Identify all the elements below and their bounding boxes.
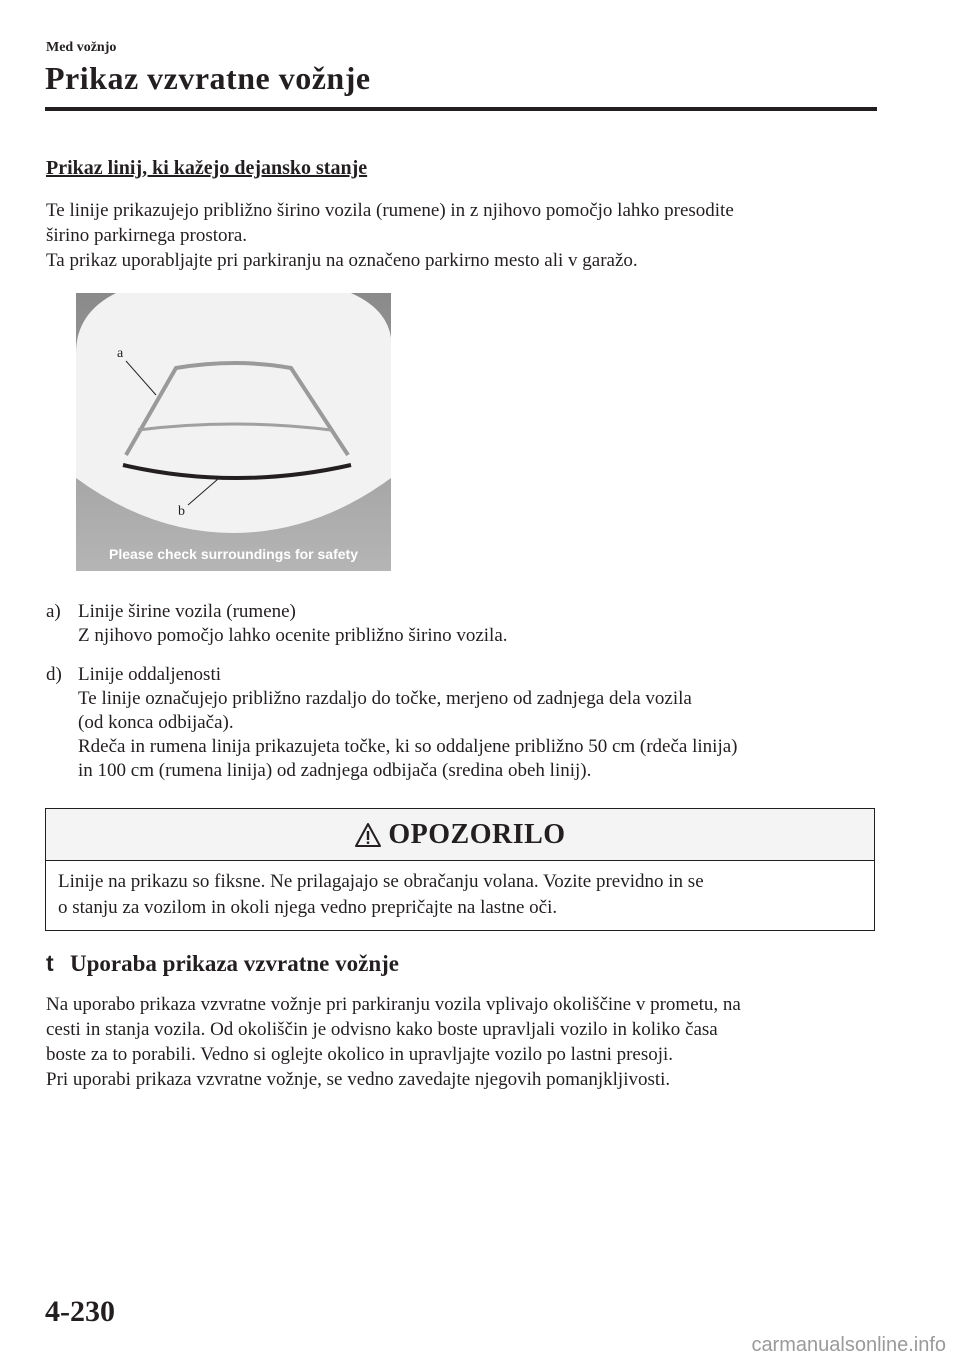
usage-heading-text: Uporaba prikaza vzvratne vožnje xyxy=(70,951,399,976)
warning-box xyxy=(45,808,875,931)
legend-item-a xyxy=(46,600,886,650)
legend-line: in 100 cm (rumena linija) od zadnjega odbijača (sredina obeh linij). xyxy=(78,760,592,781)
usage-heading xyxy=(46,950,399,977)
legend-line: Linije širine vozila (rumene) xyxy=(78,601,296,622)
page-title: Prikaz vzvratne vožnje xyxy=(45,60,371,96)
rear-view-camera-figure xyxy=(76,293,391,571)
warning-triangle-icon xyxy=(354,822,382,848)
warning-title: OPOZORILO xyxy=(388,818,566,850)
watermark: carmanualsonline.info xyxy=(751,1334,946,1356)
usage-line: Na uporabo prikaza vzvratne vožnje pri parkiranju vozila vplivajo okoliščine v prometu, na xyxy=(46,994,741,1015)
intro-paragraph xyxy=(46,198,886,273)
title-divider xyxy=(45,107,877,111)
usage-paragraph xyxy=(46,992,886,1092)
warning-header xyxy=(46,809,874,861)
intro-subheading: Prikaz linij, ki kažejo dejansko stanje xyxy=(46,157,368,179)
usage-line: cesti in stanja vozila. Od okoliščin je odvisno kako boste upravljali vozilo in koliko časa xyxy=(46,1019,718,1040)
intro-line: Ta prikaz uporabljajte pri parkiranju na označeno parkirno mesto ali v garažo. xyxy=(46,250,638,271)
safety-caption: Please check surroundings for safety xyxy=(109,546,358,562)
section-label: Med vožnjo xyxy=(46,40,117,55)
intro-line: širino parkirnega prostora. xyxy=(46,225,248,246)
legend-line: Linije oddaljenosti xyxy=(78,664,222,685)
camera-display-illustration xyxy=(76,293,391,571)
legend-item-d xyxy=(46,663,886,788)
legend-line: Rdeča in rumena linija prikazujeta točke, ki so oddaljene približno 50 cm (rdeča linija) xyxy=(78,736,738,757)
warning-text xyxy=(58,869,858,921)
warning-line: o stanju za vozilom in okoli njega vedno prepričajte na lastne oči. xyxy=(58,897,558,918)
legend-line: Te linije označujejo približno razdaljo do točke, merjeno od zadnjega dela vozila xyxy=(78,688,692,709)
callout-b-label: b xyxy=(178,504,185,519)
legend-line: Z njihovo pomočjo lahko ocenite približno širino vozila. xyxy=(78,625,508,646)
legend-letter: d) xyxy=(46,664,62,685)
legend-letter: a) xyxy=(46,601,61,622)
section-bullet: t xyxy=(46,950,54,976)
usage-line: Pri uporabi prikaza vzvratne vožnje, se vedno zavedajte njegovih pomanjkljivosti. xyxy=(46,1069,671,1090)
callout-a-label: a xyxy=(117,346,124,361)
display-view-area xyxy=(76,293,391,533)
usage-line: boste za to porabili. Vedno si oglejte okolico in upravljajte vozilo po lastni presoji. xyxy=(46,1044,674,1065)
legend-line: (od konca odbijača). xyxy=(78,712,234,733)
intro-line: Te linije prikazujejo približno širino vozila (rumene) in z njihovo pomočjo lahko presodite xyxy=(46,200,734,221)
warning-line: Linije na prikazu so fiksne. Ne prilagajajo se obračanju volana. Vozite previdno in se xyxy=(58,871,704,892)
page-number: 4-230 xyxy=(45,1295,115,1328)
